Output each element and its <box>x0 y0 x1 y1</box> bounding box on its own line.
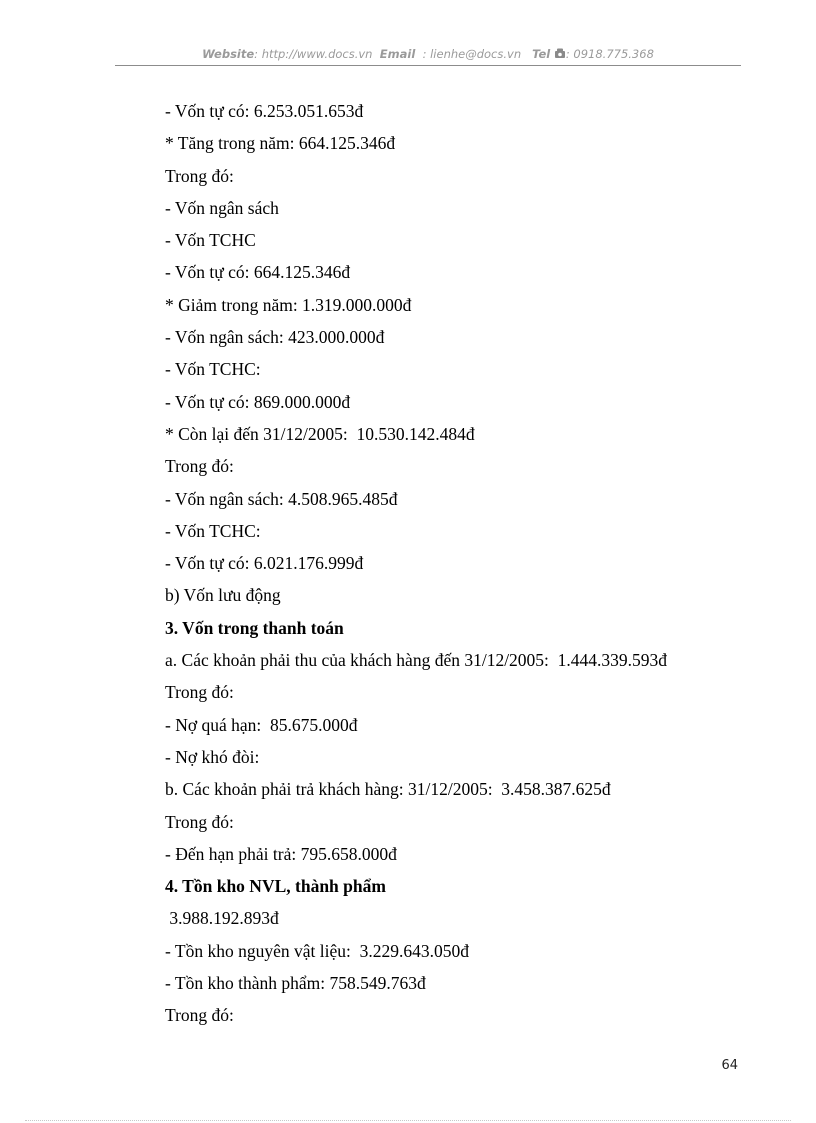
phone-icon <box>554 47 566 61</box>
text-line: - Tồn kho nguyên vật liệu: 3.229.643.050đ <box>165 940 469 961</box>
header-divider <box>115 65 741 66</box>
text-line: Trong đó: <box>165 456 234 477</box>
text-line: Trong đó: <box>165 811 234 832</box>
website-label: Website <box>202 47 255 61</box>
text-line: - Vốn ngân sách: 423.000.000đ <box>165 327 385 348</box>
email-label: Email <box>379 47 416 61</box>
text-line: - Đến hạn phải trả: 795.658.000đ <box>165 843 397 864</box>
tel-label: Tel <box>532 47 551 61</box>
text-line: b. Các khoản phải trả khách hàng: 31/12/2005: 3.458.387.625đ <box>165 779 611 800</box>
text-line: - Nợ quá hạn: 85.675.000đ <box>165 714 358 735</box>
text-line: - Vốn TCHC: <box>165 359 261 380</box>
text-line: - Vốn tự có: 869.000.000đ <box>165 391 351 412</box>
text-line: a. Các khoản phải thu của khách hàng đến 31/12/2005: 1.444.339.593đ <box>165 650 668 671</box>
section-heading: 4. Tồn kho NVL, thành phẩm <box>165 876 386 897</box>
text-line: - Vốn tự có: 664.125.346đ <box>165 262 351 283</box>
text-line: - Tồn kho thành phẩm: 758.549.763đ <box>165 973 426 994</box>
text-line: - Vốn ngân sách: 4.508.965.485đ <box>165 488 398 509</box>
email-address: : lienhe@docs.vn <box>422 47 522 61</box>
text-line: - Vốn tự có: 6.021.176.999đ <box>165 553 364 574</box>
section-heading: 3. Vốn trong thanh toán <box>165 617 344 638</box>
text-line: b) Vốn lưu động <box>165 585 281 606</box>
text-line: Trong đó: <box>165 682 234 703</box>
document-body <box>165 98 745 1035</box>
text-line: - Vốn TCHC <box>165 230 256 251</box>
page-number: 64 <box>721 1058 738 1073</box>
text-line: - Vốn TCHC: <box>165 520 261 541</box>
footer-divider <box>25 1120 791 1121</box>
text-line: Trong đó: <box>165 165 234 186</box>
website-url: : http://www.docs.vn <box>254 47 373 61</box>
text-line: - Nợ khó đòi: <box>165 746 260 767</box>
text-line: * Giảm trong năm: 1.319.000.000đ <box>165 294 412 315</box>
text-line: * Tăng trong năm: 664.125.346đ <box>165 133 396 154</box>
text-line: - Vốn ngân sách <box>165 197 279 218</box>
phone-number: : 0918.775.368 <box>565 47 654 61</box>
text-line: Trong đó: <box>165 1005 234 1026</box>
text-line: - Vốn tự có: 6.253.051.653đ <box>165 101 364 121</box>
page-header <box>115 47 741 61</box>
text-line: * Còn lại đến 31/12/2005: 10.530.142.484đ <box>165 423 475 444</box>
text-line: 3.988.192.893đ <box>165 908 279 929</box>
